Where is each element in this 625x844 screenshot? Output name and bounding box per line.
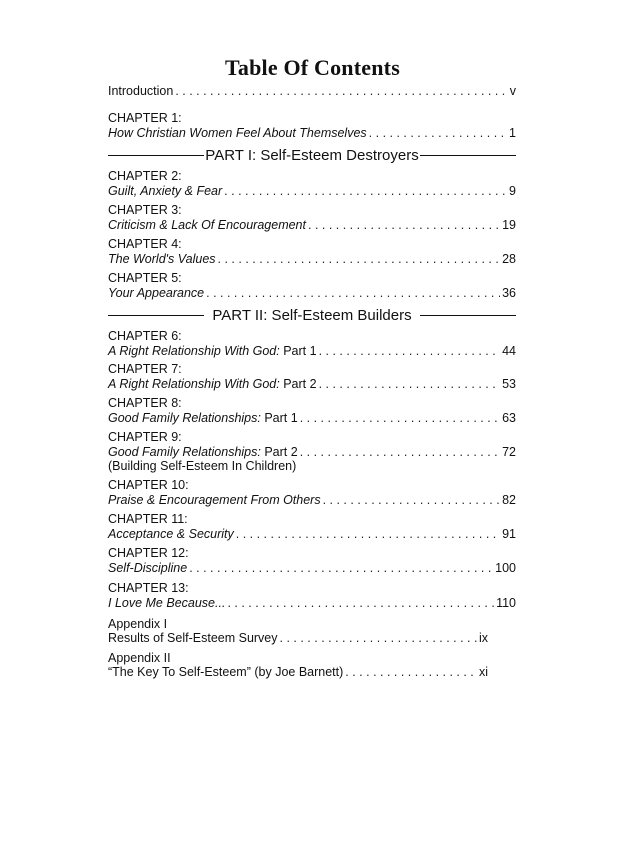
chapter-heading: CHAPTER 8: — [108, 396, 182, 410]
toc-entry-appendix-2 — [108, 664, 488, 680]
entry-title: Criticism & Lack Of Encouragement — [108, 218, 306, 232]
entry-title-main: Good Family Relationships: — [108, 411, 261, 425]
entry-title — [108, 410, 298, 426]
dot-leader — [189, 560, 493, 576]
entry-title-part: Part 1 — [260, 411, 298, 425]
entry-title: The World's Values — [108, 252, 216, 266]
toc-entry-appendix-1 — [108, 630, 488, 646]
entry-title: Self-Discipline — [108, 561, 188, 575]
toc-entry-chapter-1 — [108, 125, 516, 141]
toc-entry-chapter-13 — [108, 595, 516, 611]
dot-leader — [236, 526, 500, 542]
dot-leader — [308, 217, 500, 233]
dot-leader — [300, 444, 500, 460]
dot-leader — [175, 83, 507, 99]
toc-entry-chapter-7 — [108, 376, 516, 392]
entry-page: 53 — [502, 377, 516, 391]
entry-page: 19 — [502, 218, 516, 232]
part-divider-2 — [108, 305, 516, 325]
entry-title: I Love Me Because... — [108, 596, 226, 610]
dot-leader — [280, 630, 477, 646]
entry-page: 110 — [496, 596, 516, 610]
chapter-heading: CHAPTER 2: — [108, 169, 182, 183]
entry-page: 63 — [502, 411, 516, 425]
entry-page: 72 — [502, 445, 516, 459]
dot-leader — [300, 410, 500, 426]
entry-page: 36 — [502, 286, 516, 300]
divider-line — [420, 315, 516, 316]
appendix-heading: Appendix I — [108, 617, 168, 631]
entry-page: 9 — [509, 184, 516, 198]
entry-page: 91 — [502, 527, 516, 541]
chapter-heading: CHAPTER 12: — [108, 546, 189, 560]
entry-title: “The Key To Self-Esteem” (by Joe Barnett) — [108, 665, 344, 679]
entry-title — [108, 343, 317, 359]
toc-entry-chapter-8 — [108, 410, 516, 426]
chapter-heading: CHAPTER 6: — [108, 329, 182, 343]
toc-entry-chapter-12 — [108, 560, 516, 576]
entry-title: Results of Self-Esteem Survey — [108, 631, 278, 645]
entry-title-part: Part 2 — [279, 377, 317, 391]
divider-line — [420, 155, 516, 156]
toc-entry-chapter-3 — [108, 217, 516, 233]
entry-title-part: Part 1 — [279, 344, 317, 358]
entry-page: 44 — [502, 344, 516, 358]
part-title: PART II: Self-Esteem Builders — [212, 306, 412, 324]
divider-line — [108, 315, 204, 316]
entry-page: 28 — [502, 252, 516, 266]
entry-page: 82 — [502, 493, 516, 507]
toc-entry-introduction — [108, 83, 516, 99]
entry-page: v — [509, 84, 516, 98]
chapter-heading: CHAPTER 5: — [108, 271, 182, 285]
entry-title-main: Good Family Relationships: — [108, 445, 261, 459]
toc-entry-chapter-2 — [108, 183, 516, 199]
entry-title: How Christian Women Feel About Themselves — [108, 126, 367, 140]
entry-page: 100 — [495, 561, 516, 575]
entry-title: Acceptance & Security — [108, 527, 234, 541]
toc-entry-chapter-11 — [108, 526, 516, 542]
toc-entry-chapter-5 — [108, 285, 516, 301]
toc-entry-chapter-6 — [108, 343, 516, 359]
dot-leader — [227, 595, 494, 611]
entry-title: Praise & Encouragement From Others — [108, 493, 321, 507]
chapter-heading: CHAPTER 10: — [108, 478, 189, 492]
dot-leader — [345, 664, 477, 680]
dot-leader — [206, 285, 500, 301]
chapter-heading: CHAPTER 4: — [108, 237, 182, 251]
part-title: PART I: Self-Esteem Destroyers — [205, 146, 419, 164]
chapter-heading: CHAPTER 3: — [108, 203, 182, 217]
toc-entry-chapter-10 — [108, 492, 516, 508]
dot-leader — [369, 125, 507, 141]
entry-title-part: Part 2 — [260, 445, 298, 459]
dot-leader — [224, 183, 507, 199]
entry-page: 1 — [509, 126, 516, 140]
entry-title-main: A Right Relationship With God: — [108, 344, 280, 358]
chapter-heading: CHAPTER 7: — [108, 362, 182, 376]
entry-page: xi — [478, 665, 488, 679]
chapter-subtitle: (Building Self-Esteem In Children) — [108, 459, 297, 473]
chapter-heading: CHAPTER 13: — [108, 581, 189, 595]
divider-line — [108, 155, 204, 156]
entry-title: Guilt, Anxiety & Fear — [108, 184, 223, 198]
toc-entry-chapter-4 — [108, 251, 516, 267]
appendix-heading: Appendix II — [108, 651, 171, 665]
dot-leader — [319, 343, 501, 359]
chapter-heading: CHAPTER 1: — [108, 111, 182, 125]
entry-title-main: A Right Relationship With God: — [108, 377, 280, 391]
entry-title — [108, 376, 317, 392]
entry-title: Introduction — [108, 84, 174, 98]
entry-title: Your Appearance — [108, 286, 205, 300]
entry-page: ix — [478, 631, 488, 645]
dot-leader — [218, 251, 501, 267]
dot-leader — [323, 492, 501, 508]
dot-leader — [319, 376, 501, 392]
chapter-heading: CHAPTER 11: — [108, 512, 188, 526]
chapter-heading: CHAPTER 9: — [108, 430, 182, 444]
page-title: Table Of Contents — [225, 55, 400, 80]
part-divider-1 — [108, 145, 516, 165]
